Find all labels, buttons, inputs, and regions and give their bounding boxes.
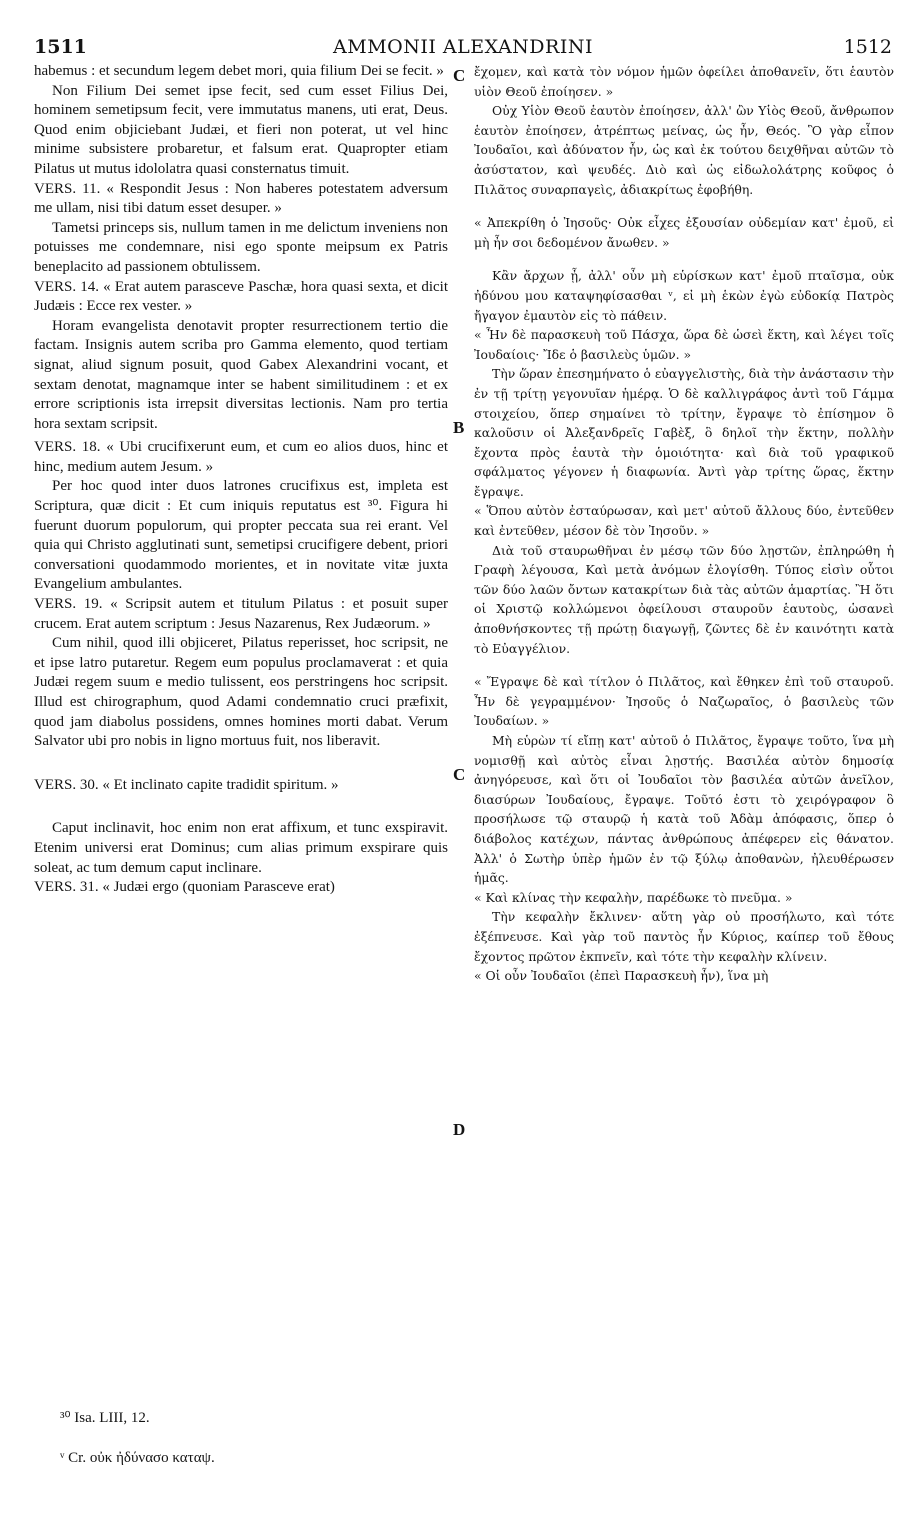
latin-verse: VERS. 11. « Respondit Jesus : Non haberes potestatem adversum me ullam, nisi tibi datum esset desuper. »: [34, 180, 448, 217]
latin-verse: VERS. 31. « Judæi ergo (quoniam Parasceve erat): [34, 879, 335, 896]
latin-commentary: Per hoc quod inter duos latrones crucifixus est, impleta est Scriptura, quæ dicit : Et cum iniquis reputatus est ³⁰. Figura hi fuerunt duorum populorum, qui propter peccata sua rei erant. Vel quia qui Christo agglutinati sunt, semetipsi crucifigere debent, priori conversationi quodammodo morientes, et in novitate vitæ juxta Evangelium ambulantes.: [34, 478, 448, 593]
margin-letter-b: B: [453, 418, 465, 437]
margin-letter-d: D: [453, 1120, 466, 1139]
latin-column: [34, 62, 448, 898]
latin-verse: VERS. 14. « Erat autem parasceve Paschæ, hora quasi sexta, et dicit Judæis : Ecce rex vester. »: [34, 278, 448, 315]
greek-verse: « Καὶ κλίνας τὴν κεφαλὴν, παρέδωκε τὸ πνεῦμα. »: [474, 889, 793, 905]
greek-commentary: Τὴν κεφαλὴν ἔκλινεν· αὕτη γὰρ οὐ προσήλωτο, καὶ τότε ἐξέπνευσε. Καὶ γὰρ τοῦ παντὸς ἦν Κύριος, καίπερ τοῦ ἔθους ἔχοντος πρῶτον ἐκπνεῖν, καὶ τότε τὴν κεφαλὴν κλίνειν.: [474, 909, 894, 964]
running-title: AMMONII ALEXANDRINI: [333, 36, 593, 58]
greek-verse: « Ἀπεκρίθη ὁ Ἰησοῦς· Οὐκ εἶχες ἐξουσίαν οὐδεμίαν κατ' ἐμοῦ, εἰ μὴ ἦν σοι δεδομένον ἄνωθεν. »: [474, 215, 894, 250]
latin-verse: VERS. 19. « Scripsit autem et titulum Pilatus : et posuit super crucem. Erat autem scriptum : Jesus Nazarenus, Rex Judæorum. »: [34, 596, 448, 632]
latin-verse: VERS. 30. « Et inclinato capite tradidit spiritum. »: [34, 776, 339, 793]
latin-commentary: Tametsi princeps sis, nullum tamen in me delictum inveniens non potuisses me condemnare, nisi ego sponte meipsum ex Patris beneplacito ad passionem obtulissem.: [34, 219, 448, 275]
footnote-latin: ³⁰ Isa. LIII, 12.: [60, 1410, 150, 1426]
greek-verse: « Οἱ οὖν Ἰουδαῖοι (ἐπεὶ Παρασκευὴ ἦν), ἵνα μὴ: [474, 968, 769, 984]
latin-verse: VERS. 18. « Ubi crucifixerunt eum, et cum eo alios duos, hinc et hinc, medium autem Jesum. »: [34, 439, 448, 475]
greek-commentary: Τὴν ὥραν ἐπεσημήνατο ὁ εὐαγγελιστὴς, διὰ τὴν ἀνάστασιν τὴν ἐν τῇ τρίτῃ γεγονυῖαν ἡμέρᾳ. Ὁ δὲ καλλιγράφος ἀντὶ τοῦ Γάμμα στοιχείου, ὅπερ σημαίνει τὸ τρίτην, ἔγραψε τὸ ἐπίσημον ὃ καλοῦσιν οἱ Ἀλεξανδρεῖς Γαβὲξ, ὃ δηλοῖ τὴν ἕκτην, πολλὴν ἔχοντα πρὸς ἑαυτὰ τὴν ὁμοιότητα· καὶ διὰ τοῦ γραφικοῦ σφάλματος γέγονεν ἡ διαφωνία. Ἀντὶ γὰρ τρίτης ὥρας, ἕκτην ἔγραψε.: [474, 366, 894, 499]
greek-commentary: Μὴ εὑρὼν τί εἴπῃ κατ' αὐτοῦ ὁ Πιλᾶτος, ἔγραψε τοῦτο, ἵνα μὴ νομισθῇ καὶ αὐτὸς εἶναι λῃστής. Βασιλέα αὐτὸν δημοσίᾳ ἀνηγόρευσε, καὶ ὅτι οἱ Ἰουδαῖοι τὸν βασιλέα αὐτῶν ἀνεῖλον, διασύρων Ἰουδαίους, ἔγραψε. Τοῦτό ἐστι τὸ χειρόγραφον ὃ προσήλωσε τῷ σταυρῷ ἡ κατὰ τοῦ Ἀδὰμ ἀπόφασις, ὅπερ ὁ διάβολος κατέχων, πάντας ἀνθρώπους ἀπέφερεν εἰς θάνατον. Ἀλλ' ὁ Σωτὴρ ὑπὲρ ἡμῶν ἐν τῷ ξύλῳ ἀποθανὼν, ἠλευθέρωσεν ἡμᾶς.: [474, 733, 894, 886]
greek-verse: « Ἔγραψε δὲ καὶ τίτλον ὁ Πιλᾶτος, καὶ ἔθηκεν ἐπὶ τοῦ σταυροῦ. Ἦν δὲ γεγραμμένον· Ἰησοῦς ὁ Ναζωραῖος, ὁ βασιλεὺς τῶν Ἰουδαίων. »: [474, 674, 894, 729]
latin-continuation: habemus : et secundum legem debet mori, quia filium Dei se fecit. »: [34, 63, 444, 79]
page-number-left: 1511: [34, 36, 87, 58]
page-number-right: 1512: [843, 36, 892, 58]
greek-continuation: ἔχομεν, καὶ κατὰ τὸν νόμον ἡμῶν ὀφείλει ἀποθανεῖν, ὅτι ἑαυτὸν υἱὸν Θεοῦ ἐποίησεν. »: [474, 64, 894, 99]
greek-commentary: Κἂν ἄρχων ᾖ, ἀλλ' οὖν μὴ εὑρίσκων κατ' ἐμοῦ πταῖσμα, οὐκ ἠδύνου μου καταψηφίσασθαι ᵛ, εἰ μὴ ἑκὼν ἐγὼ εὐδοκίᾳ Πατρὸς ἤγαγον ἐμαυτὸν εἰς τὸ πάθειν.: [474, 268, 894, 323]
margin-letter-c: C: [453, 66, 466, 85]
greek-commentary: Οὐχ Υἱὸν Θεοῦ ἑαυτὸν ἐποίησεν, ἀλλ' ὢν Υἱὸς Θεοῦ, ἄνθρωπον ἑαυτὸν ἐποίησεν, ἀτρέπτως μείνας, ὡς ἦν, Θεός. Ὃ γὰρ εἶπον Ἰουδαῖοι, καὶ ἀδύνατον ἦν, ὡς καὶ ἐκ τούτου δειχθῆναι αὐτῶν τὸ ἀσύστατον, καὶ ψευδές. Διὸ καὶ ὡς εἰδωλολάτρης κοῦφος ὁ Πιλᾶτος συναρπαγεὶς, ἀδιακρίτως ἐφοβήθη.: [474, 103, 894, 197]
latin-commentary: Caput inclinavit, hoc enim non erat affixum, et tunc exspiravit. Etenim universi erat Dominus; cum alias primum exspirare quis soleat, ac tum demum caput inclinare.: [34, 820, 448, 876]
latin-commentary: Horam evangelista denotavit propter resurrectionem tertio die factam. Insignis autem scriba pro Gamma elemento, quod tertiam signat, aliud signum posuit, quod Gabex Alexandrini vocant, et sextam denotat, magnamque inter se habent similitudinem : et ex errore scriptionis ista irrepsit diversitas lectionis. Nam pro tertia hora sextam scripsit.: [34, 317, 448, 432]
greek-verse: « Ἦν δὲ παρασκευὴ τοῦ Πάσχα, ὥρα δὲ ὡσεὶ ἕκτη, καὶ λέγει τοῖς Ἰουδαίοις· Ἴδε ὁ βασιλεὺς ὑμῶν. »: [474, 327, 894, 362]
footnote-greek: ᵛ Cr. οὐκ ἠδύνασο καταψ.: [60, 1450, 215, 1466]
page-header: [34, 36, 892, 62]
greek-column: [474, 62, 894, 986]
margin-letter-c: C: [453, 765, 466, 784]
greek-verse: « Ὅπου αὐτὸν ἐσταύρωσαν, καὶ μετ' αὐτοῦ ἄλλους δύο, ἐντεῦθεν καὶ ἐντεῦθεν, μέσον δὲ τὸν Ἰησοῦν. »: [474, 503, 894, 539]
latin-commentary: Non Filium Dei semet ipse fecit, sed cum esset Filius Dei, hominem semetipsum fecit, vere immutatus manens, uti erat, Deus. Quod enim objiciebant Judæi, et fieri non poterat, ut vel hinc minime subsistere probaretur, et falsum erat. Quapropter etiam Pilatus ut mutus idololatra quasi consternatus timuit.: [34, 82, 448, 177]
greek-commentary: Διὰ τοῦ σταυρωθῆναι ἐν μέσῳ τῶν δύο λῃστῶν, ἐπληρώθη ἡ Γραφὴ λέγουσα, Καὶ μετὰ ἀνόμων ἐλογίσθη. Τύπος εἰσὶν οὗτοι τῶν δύο λαῶν ὄντων κατακρίτων διὰ τὰς αὐτῶν ἁμαρτίας. Ἢ ὅτι οἱ Χριστῷ κολλώμενοι ὀφείλουσι σταυροῦν ἑαυτοὺς, ὡσανεὶ ἀποθνήσκοντες τῇ πρώτῃ διαγωγῇ, ζῶντες δὲ ἐν καινότητι κατὰ τὸ Εὐαγγέλιον.: [474, 542, 894, 656]
latin-commentary: Cum nihil, quod illi objiceret, Pilatus reperisset, hoc scripsit, ne et ipse latro putaretur. Regem eum populus proclamaverat : et quia Judæi regem suum e medio tulissent, eos perstringens hoc scripsit. Illud est chirographum, quod Adami condemnatio cruci præfixit, quod jam diabolus possidens, omnes homines morti dabat. Verum Salvator ubi pro nobis in ligno mortuus fuit, nos liberavit.: [34, 635, 448, 750]
